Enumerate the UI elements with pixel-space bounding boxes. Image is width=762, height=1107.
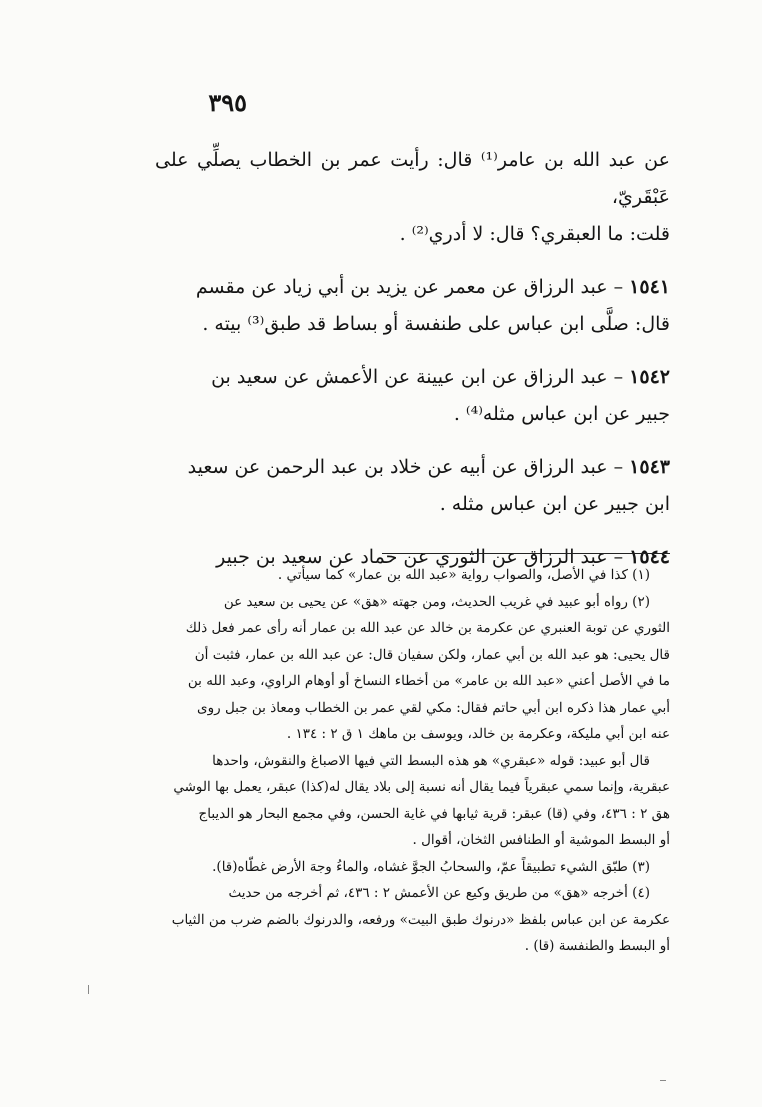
footnote-label: (٣) — [632, 858, 650, 875]
paragraph-continuation — [155, 142, 670, 253]
footnote-line: كذا في الأصل، والصواب رواية «عبد الله بن عمار» كما سيأتي . — [277, 567, 628, 583]
footnote-line: أبي عمار هذا ذكره ابن أبي حاتم فقال: مكي لقي عمر بن الخطاب ومعاذ بن جبل روى — [197, 699, 670, 716]
text-line: عن عبد الله بن عامر⁽¹⁾ قال: رأيت عمر بن الخطاب يصلِّي على عَبْقَريّ، — [155, 149, 670, 208]
footnote-line: رواه أبو عبيد في غريب الحديث، ومن جهته «هق» عن يحيى بن سعيد عن — [223, 593, 628, 610]
footnote-label: (٤) — [632, 885, 650, 901]
footnote-line: أو البسط والطنفسة (قا) . — [524, 938, 670, 954]
hadith-1543 — [155, 449, 670, 523]
footnote-line: هق ٢ : ٤٣٦، وفي (قا) عبقر: قرية ثيابها في غاية الحسن، وفي مجمع البحار هو الديباج — [198, 805, 670, 822]
footnote-line: أو البسط الموشية أو الطنافس الثخان، أقوال . — [412, 832, 670, 848]
hadith-number: ١٥٤٤ — [629, 546, 670, 568]
footnote-1 — [155, 562, 670, 589]
footnote-line: عبقرية، وإنما سمي عبقرياً فيما يقال أنه نسبة إلى بلاد يقال له(كذا) عبقر، يعمل بها الوشي — [173, 779, 670, 795]
text-line: قلت: ما العبقري؟ قال: لا أدري⁽²⁾ . — [399, 223, 670, 245]
footnote-line: طبّق الشيء تطبيقاً عمّ، والسحابُ الجوَّ غشاه، والماءُ وجهَ الأرض غطّاه(قا). — [212, 858, 628, 875]
text-line: – عبد الرزاق عن معمر عن يزيد بن أبي زياد عن مقسم — [195, 276, 624, 298]
footnotes — [155, 562, 670, 960]
footnote-line: قال أبو عبيد: قوله «عبقري» هو هذه البسط التي فيها الاصباغ والنقوش، واحدها — [212, 752, 650, 769]
footnote-line: الثوري عن توبة العنبري عن عكرمة بن خالد عن عبد الله بن عمار أنه رأى عمر فعل ذلك — [185, 620, 670, 636]
footnote-divider — [382, 553, 670, 554]
text-line: – عبد الرزاق عن الثوري عن حماد عن سعيد بن جبير — [216, 546, 624, 568]
text-line: جبير عن ابن عباس مثله⁽⁴⁾ . — [453, 403, 670, 425]
footnote-line: عنه ابن أبي مليكة، وعكرمة بن خالد، ويوسف بن ماهك ١ ق ٢ : ١٣٤ . — [286, 726, 670, 742]
hadith-1542 — [155, 359, 670, 433]
text-line: – عبد الرزاق عن ابن عيينة عن الأعمش عن سعيد بن — [211, 366, 624, 388]
hadith-number: ١٥٤٢ — [629, 366, 670, 388]
hadith-number: ١٥٤١ — [629, 276, 670, 298]
footnote-2 — [155, 589, 670, 854]
hadith-number: ١٥٤٣ — [629, 456, 670, 478]
footnote-line: قال يحيى: هو عبد الله بن أبي عمار، ولكن سفيان قال: عن عبد الله بن عمار، فثبت أن — [194, 646, 670, 663]
scan-speck — [660, 1080, 666, 1081]
text-line: قال: صلَّى ابن عباس على طنفسة أو بساط قد طبق⁽³⁾ بيته . — [202, 313, 670, 335]
footnote-4 — [155, 880, 670, 960]
footnote-line: عكرمة عن ابن عباس بلفظ «درنوك طبق البيت» ورفعه، والدرنوك بالضم ضرب من الثياب — [171, 911, 670, 928]
footnote-label: (٢) — [632, 593, 650, 610]
footnote-line: أخرجه «هق» من طريق وكيع عن الأعمش ٢ : ٤٣٦، ثم أخرجه من حديث — [228, 885, 628, 901]
scan-speck — [88, 985, 89, 994]
text-line: – عبد الرزاق عن أبيه عن خلاد بن عبد الرحمن عن سعيد — [187, 456, 624, 478]
hadith-1541 — [155, 269, 670, 343]
footnote-3 — [155, 854, 670, 881]
footnote-line: ما في الأصل أعني «عبد الله بن عامر» من أخطاء النساخ أو أوهام الراوي، وعبد الله بن — [187, 673, 670, 689]
page-number: ٣٩٥ — [208, 88, 247, 117]
footnote-label: (١) — [632, 567, 650, 583]
main-text — [155, 142, 670, 576]
text-line: ابن جبير عن ابن عباس مثله . — [439, 493, 670, 515]
